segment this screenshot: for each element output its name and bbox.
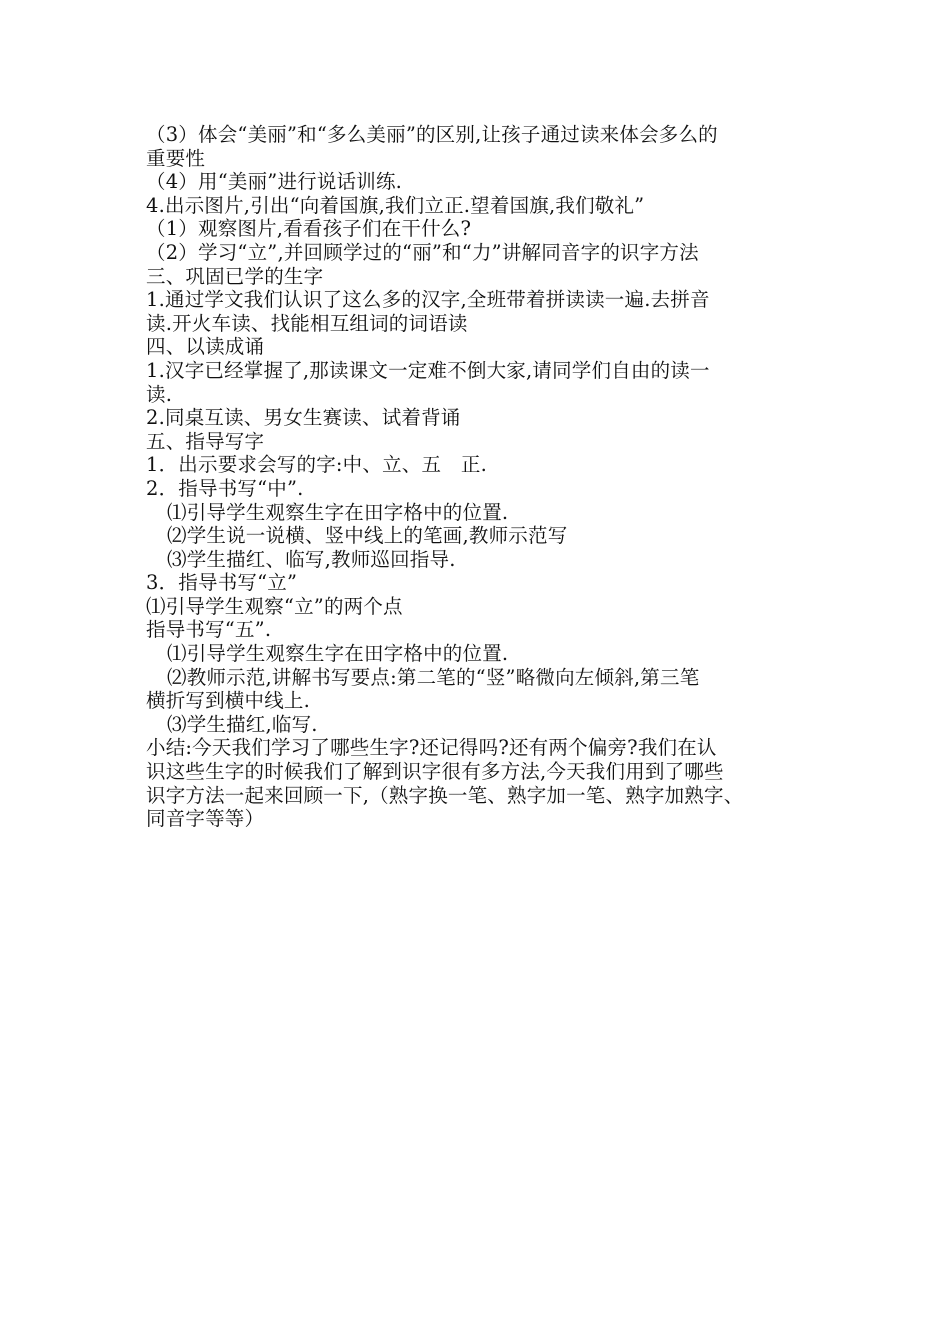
text-line: 识字方法一起来回顾一下,（熟字换一笔、熟字加一笔、熟字加熟字、 — [146, 783, 744, 807]
document-body — [146, 123, 826, 831]
text-line: 读.开火车读、找能相互组词的词语读 — [146, 311, 468, 335]
text-line: 1.通过学文我们认识了这么多的汉字,全班带着拼读读一遍.去拼音 — [146, 288, 710, 312]
text-line: ⑵学生说一说横、竖中线上的笔画,教师示范写 — [167, 524, 568, 548]
text-line: （4）用“美丽”进行说话训练. — [146, 170, 403, 194]
text-line: 读. — [146, 382, 173, 406]
section-heading: 五、指导写字 — [146, 429, 265, 453]
text-line: 识这些生字的时候我们了解到识字很有多方法,今天我们用到了哪些 — [146, 760, 724, 784]
text-line: 2.同桌互读、男女生赛读、试着背诵 — [146, 406, 461, 430]
text-line: （1）观察图片,看看孩子们在干什么? — [146, 217, 472, 241]
text-line: （3）体会“美丽”和“多么美丽”的区别,让孩子通过读来体会多么的 — [146, 123, 718, 146]
text-line: 重要性 — [146, 146, 206, 170]
text-line: ⑶学生描红、临写,教师巡回指导. — [167, 547, 456, 571]
text-line: ⑶学生描红,临写. — [167, 712, 318, 736]
text-line: ⑴引导学生观察生字在田字格中的位置. — [167, 642, 509, 666]
text-line: 1.汉字已经掌握了,那读课文一定难不倒大家,请同学们自由的读一 — [146, 358, 710, 382]
text-line: 1．出示要求会写的字:中、立、五 正. — [146, 453, 487, 477]
text-line: ⑴引导学生观察生字在田字格中的位置. — [167, 500, 509, 524]
text-line: 3．指导书写“立” — [146, 571, 298, 595]
text-line: 横折写到横中线上. — [146, 689, 310, 713]
section-heading: 三、巩固已学的生字 — [146, 264, 324, 288]
text-line: 2．指导书写“中”. — [146, 476, 304, 500]
text-line: ⑵教师示范,讲解书写要点:第二笔的“竖”略微向左倾斜,第三笔 — [167, 665, 700, 689]
section-heading: 四、以读成诵 — [146, 335, 265, 359]
text-line: ⑴引导学生观察“立”的两个点 — [146, 594, 403, 618]
text-line: 4.出示图片,引出“向着国旗,我们立正.望着国旗,我们敬礼” — [146, 193, 645, 217]
text-line: 同音字等等） — [146, 807, 265, 831]
text-line: 指导书写“五”. — [146, 618, 272, 642]
text-line: （2）学习“立”,并回顾学过的“丽”和“力”讲解同音字的识字方法 — [146, 240, 699, 264]
text-line: 小结:今天我们学习了哪些生字?还记得吗?还有两个偏旁?我们在认 — [146, 736, 717, 760]
